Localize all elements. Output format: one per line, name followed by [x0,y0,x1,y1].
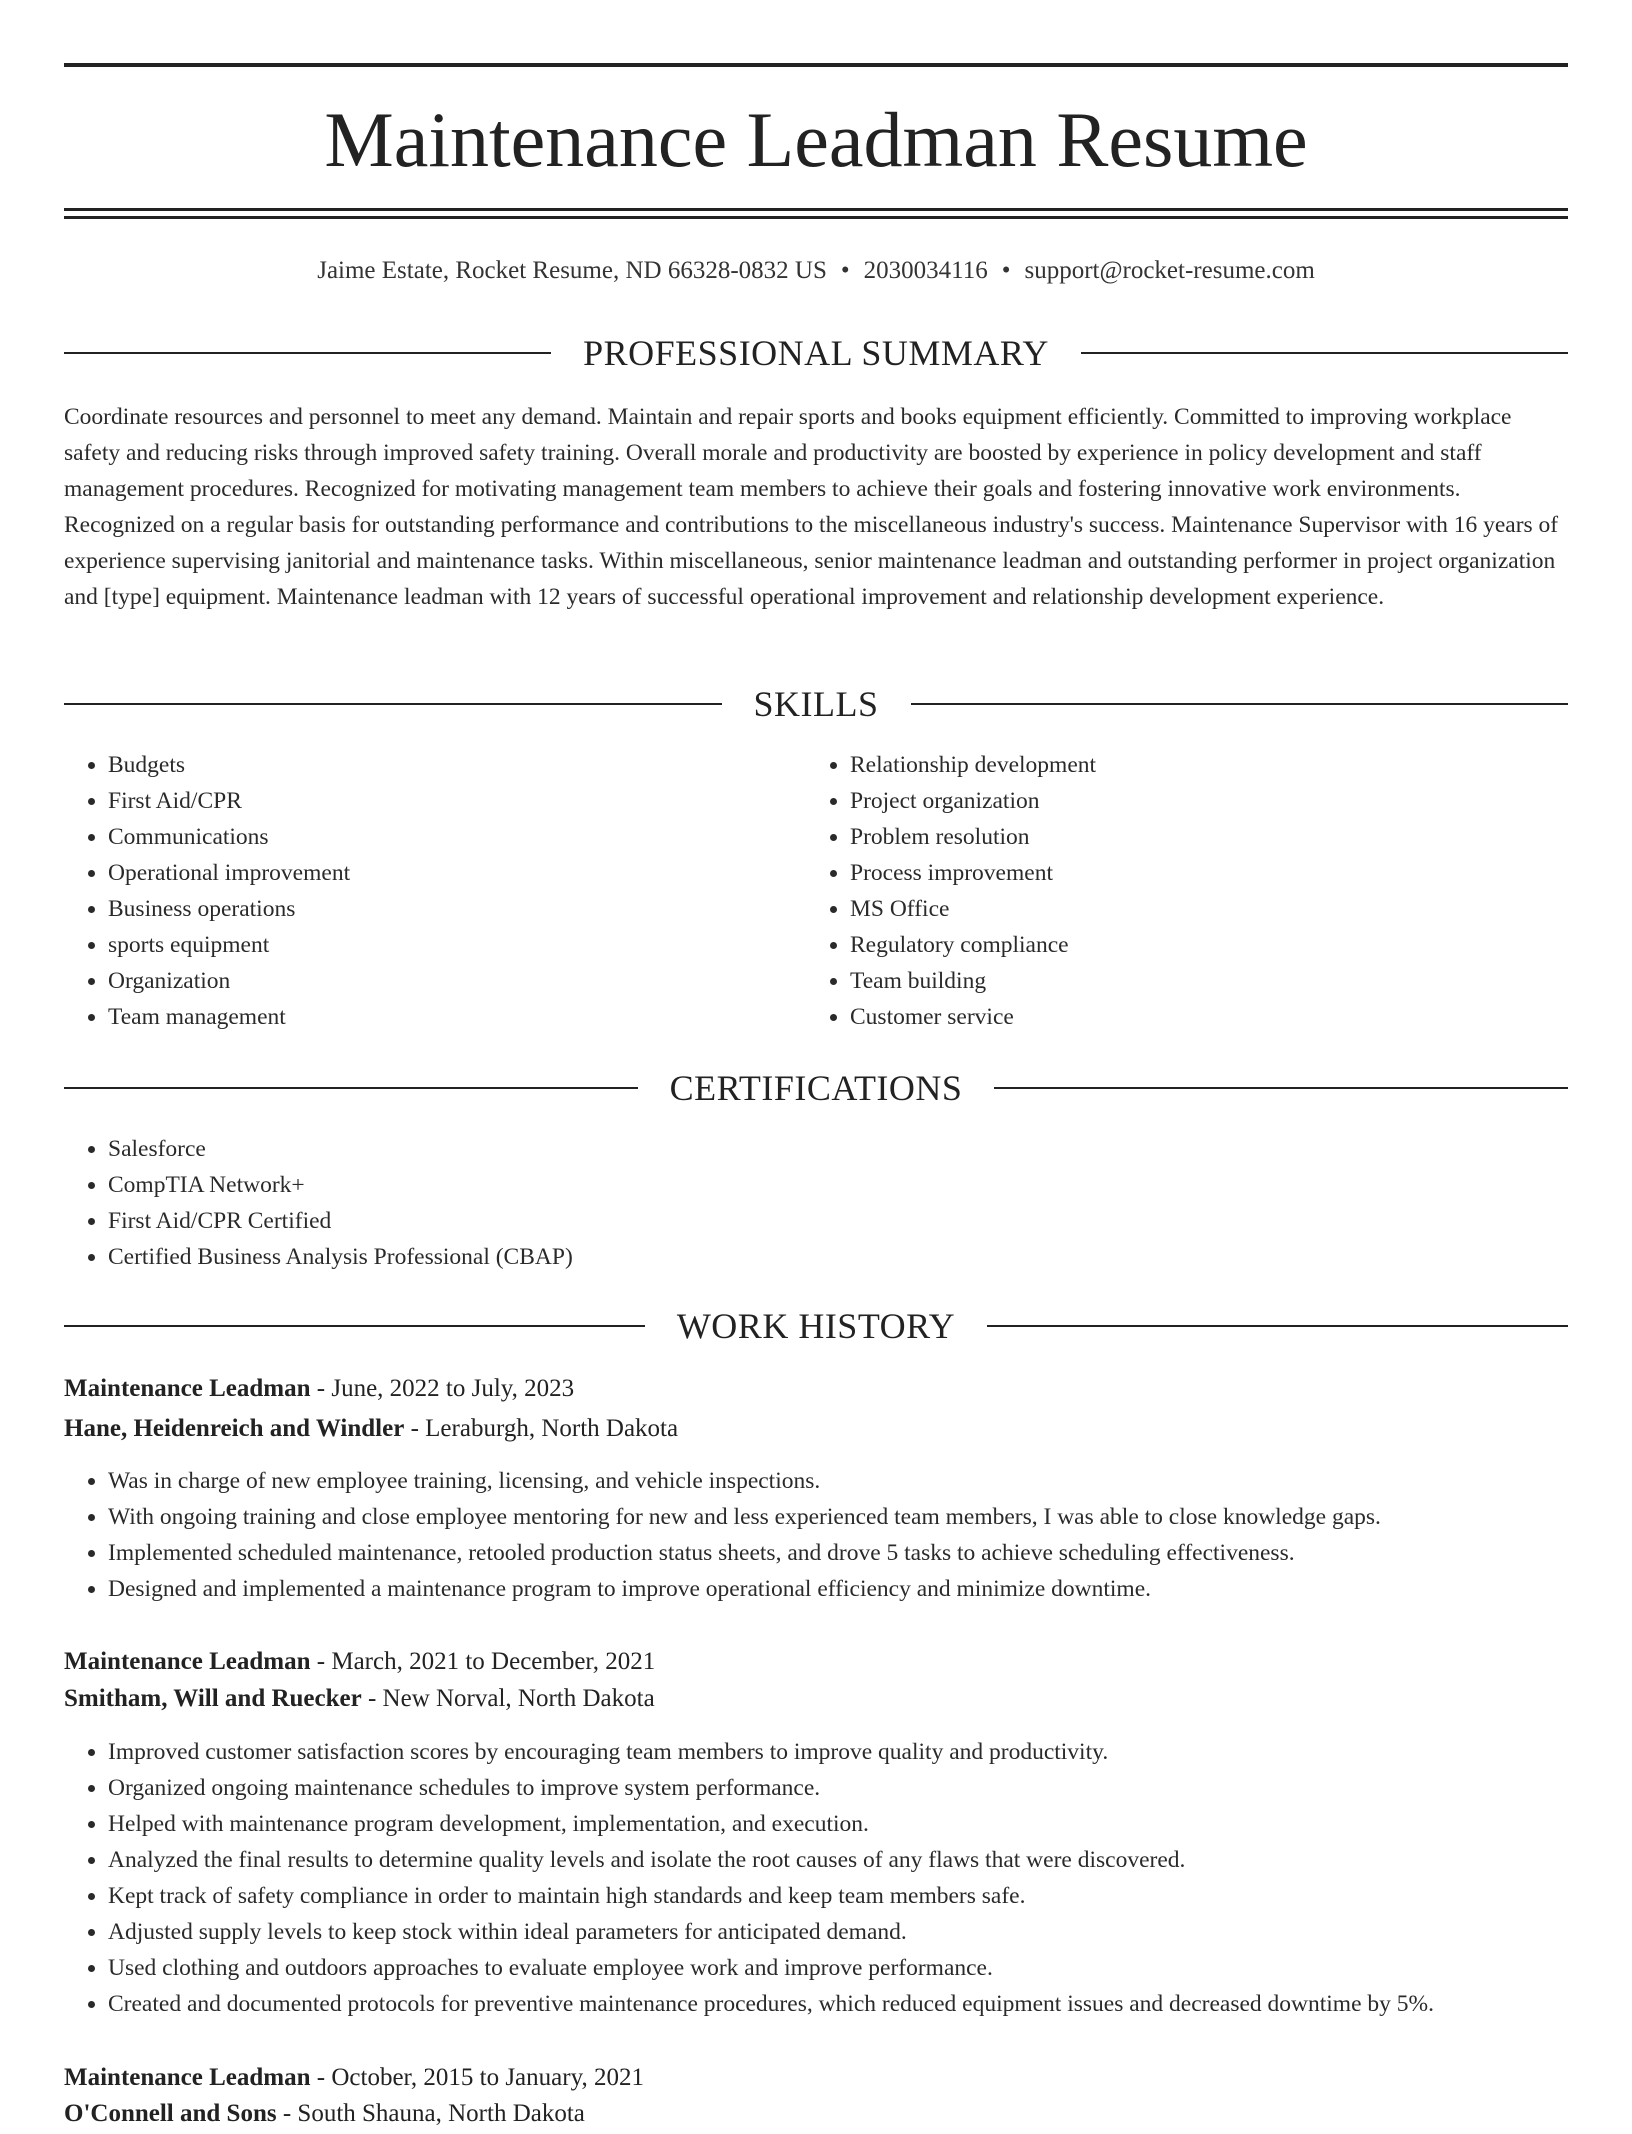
skill-item: • Customer service [850,999,1550,1035]
job-bullet: • Helped with maintenance program development, implementation, and execution. [108,1806,1568,1842]
certification-item: • Salesforce [108,1131,1568,1167]
job-company: Smitham, Will and Ruecker [64,1685,362,1712]
summary-paragraph: Coordinate resources and personnel to meet any demand. Maintain and repair sports and books equipment efficiently. Committed to improving workplace safety and reducing risks through improved safety training. Overall morale and productivity are boosted by experience in policy development and staff management procedures. Recognized for motivating management team members to achieve their goals and fostering innovative work environments. Recognized on a regular basis for outstanding performance and contributions to the miscellaneous industry's success. [64,404,1512,538]
divider-line [64,352,551,354]
section-title: WORK HISTORY [676,1306,956,1346]
skill-item: • MS Office [850,891,1550,927]
job-dates: March, 2021 to December, 2021 [331,1648,656,1675]
skill-item: • Operational improvement [108,855,808,891]
job-title-line: Maintenance Leadman - June, 2022 to July, 2023 [64,1375,575,1402]
header-double-rule [64,208,1568,219]
contact-separator: • [840,257,850,284]
skill-item: • Budgets [108,747,808,783]
skills-list-left [64,747,808,1035]
contact-email: support@rocket-resume.com [1024,257,1315,284]
skill-item: • Communications [108,819,808,855]
resume-title: Maintenance Leadman Resume [324,96,1308,183]
section-heading-summary [64,331,1568,375]
skill-item: • Problem resolution [850,819,1550,855]
contact-address: Jaime Estate, Rocket Resume, ND 66328-0832 US [317,257,827,284]
job-location: New Norval, North Dakota [382,1685,655,1712]
job-title: Maintenance Leadman [64,2064,311,2091]
job-bullet: • Improved customer satisfaction scores by encouraging team members to improve quality and productivity. [108,1734,1568,1770]
divider-line [911,703,1569,705]
skill-item: • Organization [108,963,808,999]
job-company-line: Hane, Heidenreich and Windler - Leraburgh, North Dakota [64,1415,679,1442]
job-bullet: • Implemented scheduled maintenance, retooled production status sheets, and drove 5 tasks to achieve scheduling effectiveness. [108,1535,1568,1571]
job-dates: June, 2022 to July, 2023 [331,1375,575,1402]
job-bullet: • Was in charge of new employee training, licensing, and vehicle inspections. [108,1463,1568,1499]
job-title-line: Maintenance Leadman - October, 2015 to January, 2021 [64,2064,644,2091]
contact-line [64,254,1568,288]
header-top-rule [64,63,1568,67]
job-dates: October, 2015 to January, 2021 [331,2064,644,2091]
job-location: Leraburgh, North Dakota [425,1415,679,1442]
section-title: PROFESSIONAL SUMMARY [583,333,1049,373]
job-bullets [64,1734,1568,2022]
job-bullet: • Adjusted supply levels to keep stock within ideal parameters for anticipated demand. [108,1914,1568,1950]
divider-line [987,1325,1568,1327]
skill-item: • Relationship development [850,747,1550,783]
job-location: South Shauna, North Dakota [297,2100,585,2127]
job-title: Maintenance Leadman [64,1375,311,1402]
certification-item: • Certified Business Analysis Professional (CBAP) [108,1239,1568,1275]
job-bullet: • Organized ongoing maintenance schedules to improve system performance. [108,1770,1568,1806]
summary-text [64,399,1568,615]
job-bullet: • With ongoing training and close employee mentoring for new and less experienced team members, I was able to close knowledge gaps. [108,1499,1568,1535]
section-title: CERTIFICATIONS [669,1068,963,1108]
job-company: O'Connell and Sons [64,2100,277,2127]
job-company-line: O'Connell and Sons - South Shauna, North Dakota [64,2100,585,2127]
skill-item: • First Aid/CPR [108,783,808,819]
certifications-list [64,1131,1568,1275]
section-heading-work-history [64,1304,1568,1348]
contact-separator: • [1001,257,1011,284]
job-title: Maintenance Leadman [64,1648,311,1675]
job-bullets [64,1463,1568,1607]
job-company: Hane, Heidenreich and Windler [64,1415,405,1442]
job-bullet: • Designed and implemented a maintenance program to improve operational efficiency and minimize downtime. [108,1571,1568,1607]
skill-item: • Business operations [108,891,808,927]
skill-item: • Team building [850,963,1550,999]
skill-item: • Process improvement [850,855,1550,891]
job-bullet: • Used clothing and outdoors approaches to evaluate employee work and improve performance. [108,1950,1568,1986]
skill-item: • sports equipment [108,927,808,963]
section-heading-certifications [64,1066,1568,1110]
divider-line [1081,352,1568,354]
section-title: SKILLS [753,684,879,724]
job-bullet: • Created and documented protocols for preventive maintenance procedures, which reduced equipment issues and decreased downtime by 5%. [108,1986,1568,2022]
job-title-line: Maintenance Leadman - March, 2021 to December, 2021 [64,1648,656,1675]
skill-item: • Team management [108,999,808,1035]
divider-line [64,1087,638,1089]
job-bullet: • Kept track of safety compliance in order to maintain high standards and keep team members safe. [108,1878,1568,1914]
divider-line [64,703,722,705]
job-bullet: • Analyzed the final results to determine quality levels and isolate the root causes of any flaws that were discovered. [108,1842,1568,1878]
divider-line [64,1325,645,1327]
certification-item: • First Aid/CPR Certified [108,1203,1568,1239]
job-company-line: Smitham, Will and Ruecker - New Norval, North Dakota [64,1685,655,1712]
skill-item: • Regulatory compliance [850,927,1550,963]
contact-phone: 2030034116 [863,257,988,284]
skill-item: • Project organization [850,783,1550,819]
skills-list-right [806,747,1550,1035]
divider-line [994,1087,1568,1089]
section-heading-skills [64,682,1568,726]
summary-paragraph: Maintenance Supervisor with 16 years of experience supervising janitorial and maintenance tasks. Within miscellaneous, senior maintenance leadman and outstanding performer in project organization and [type] equipment. Maintenance leadman with 12 years of successful operational improvement and relationship development experience. [64,512,1559,610]
certification-item: • CompTIA Network+ [108,1167,1568,1203]
